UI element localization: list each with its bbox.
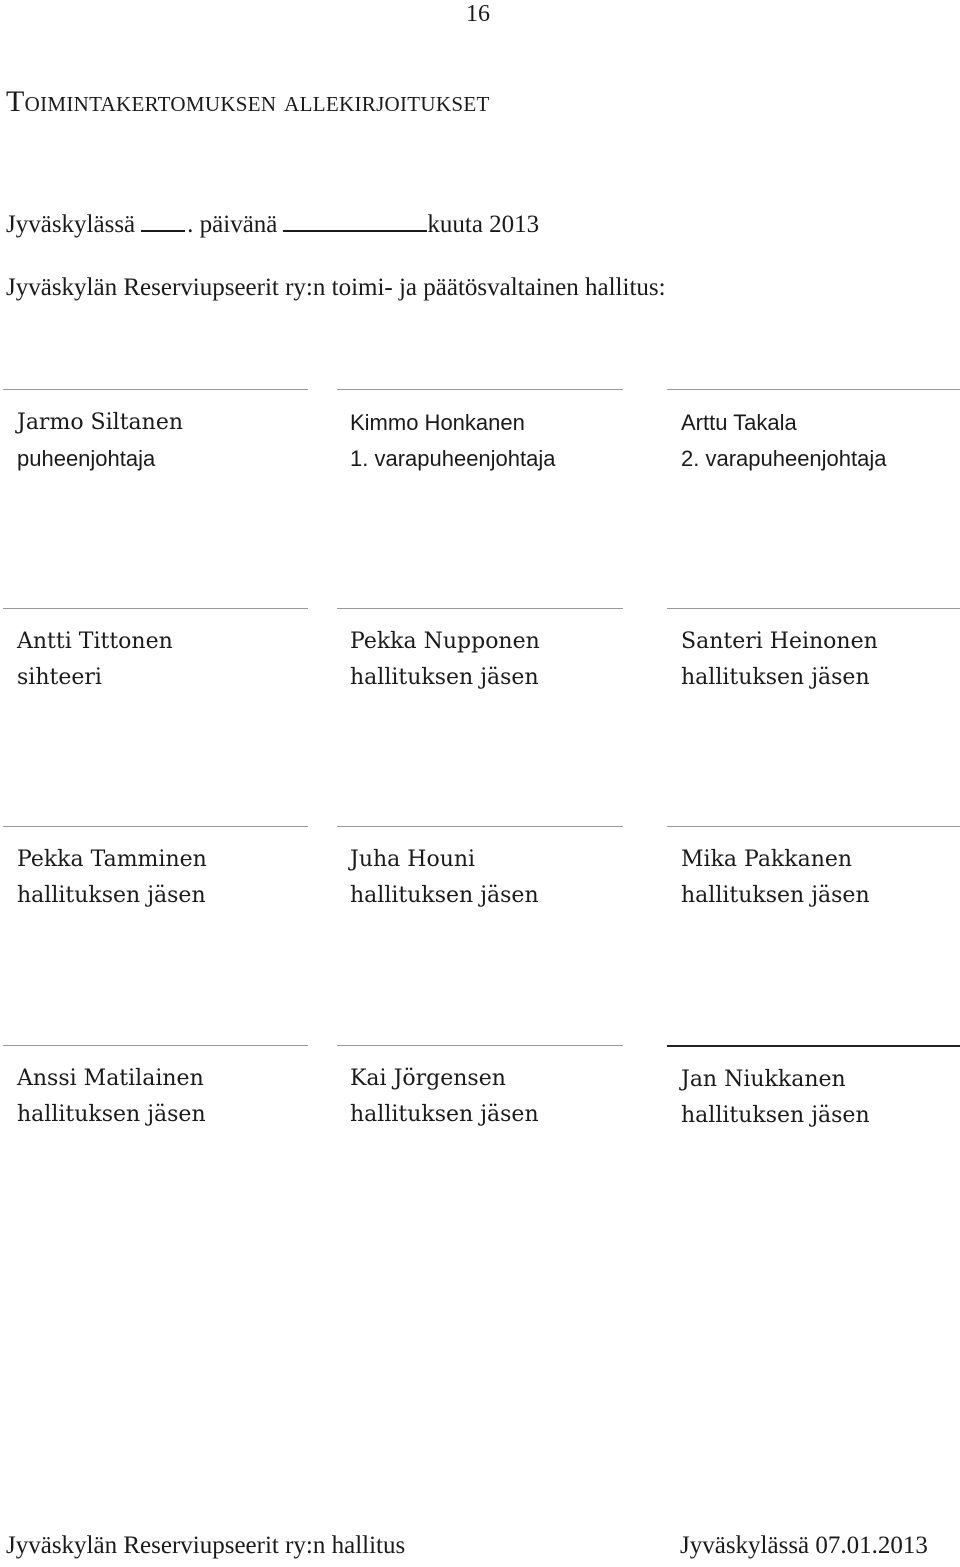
signature-block — [3, 608, 308, 696]
signature-block — [337, 826, 623, 914]
signer-role: hallituksen jäsen — [350, 883, 539, 908]
signer-role: sihteeri — [17, 664, 102, 690]
signature-block — [667, 389, 960, 477]
signature-row — [0, 826, 960, 1045]
signer-role: hallituksen jäsen — [17, 883, 206, 908]
board-statement: Jyväskylän Reserviupseerit ry:n toimi- ja päätösvaltainen hallitus: — [6, 274, 666, 301]
signature-row — [0, 608, 960, 827]
signer-name: Antti Tittonen — [17, 628, 173, 654]
signer-role: hallituksen jäsen — [681, 1102, 870, 1128]
signer-name: Mika Pakkanen — [681, 847, 853, 872]
signature-block — [667, 608, 960, 696]
signature-block — [337, 389, 623, 477]
footer-left: Jyväskylän Reserviupseerit ry:n hallitus — [6, 1532, 406, 1559]
signer-role: hallituksen jäsen — [350, 664, 539, 690]
signer-name: Kimmo Honkanen — [350, 410, 525, 435]
signature-row — [0, 389, 960, 608]
signer-name: Jan Niukkanen — [681, 1066, 846, 1092]
day-suffix: . päivänä — [187, 211, 278, 238]
signature-line — [337, 608, 623, 609]
signature-block — [3, 1045, 308, 1133]
signature-line — [3, 826, 308, 827]
signer-role: 1. varapuheenjohtaja — [350, 446, 556, 471]
signer-role: hallituksen jäsen — [681, 664, 870, 690]
signer-name: Pekka Nupponen — [350, 628, 540, 654]
signature-block — [3, 389, 308, 477]
signature-line — [667, 608, 960, 609]
signature-line — [3, 1045, 308, 1046]
place-date-line — [6, 209, 539, 241]
signer-name: Arttu Takala — [681, 410, 797, 435]
signature-line — [667, 389, 960, 390]
signature-line — [337, 1045, 623, 1046]
signature-block — [3, 826, 308, 914]
signature-line — [337, 826, 623, 827]
signature-block — [337, 608, 623, 696]
signature-line — [667, 826, 960, 827]
signer-name: Jarmo Siltanen — [17, 410, 184, 435]
signer-name: Santeri Heinonen — [681, 628, 878, 654]
signer-role: hallituksen jäsen — [350, 1101, 539, 1127]
signer-role: hallituksen jäsen — [17, 1101, 206, 1127]
signature-grid — [0, 389, 960, 1263]
signature-line — [3, 608, 308, 609]
signature-line — [667, 1045, 960, 1047]
signer-role: 2. varapuheenjohtaja — [681, 446, 887, 471]
month-blank — [283, 212, 427, 232]
signature-block — [667, 826, 960, 914]
signer-name: Anssi Matilainen — [17, 1065, 204, 1091]
page-number: 16 — [466, 1, 490, 27]
month-suffix: kuuta 2013 — [427, 211, 540, 238]
signature-row — [0, 1045, 960, 1264]
signer-role: hallituksen jäsen — [681, 883, 870, 908]
footer-right: Jyväskylässä 07.01.2013 — [680, 1532, 928, 1559]
signature-block — [337, 1045, 623, 1133]
page-title: Toimintakertomuksen allekirjoitukset — [6, 85, 490, 118]
place-prefix: Jyväskylässä — [6, 211, 136, 238]
signer-name: Pekka Tamminen — [17, 847, 207, 872]
signer-role: puheenjohtaja — [17, 446, 156, 471]
signature-line — [337, 389, 623, 390]
signature-line — [3, 389, 308, 390]
signer-name: Kai Jörgensen — [350, 1065, 506, 1091]
day-blank — [141, 212, 185, 232]
signer-name: Juha Houni — [350, 847, 476, 872]
signature-block — [667, 1045, 960, 1134]
